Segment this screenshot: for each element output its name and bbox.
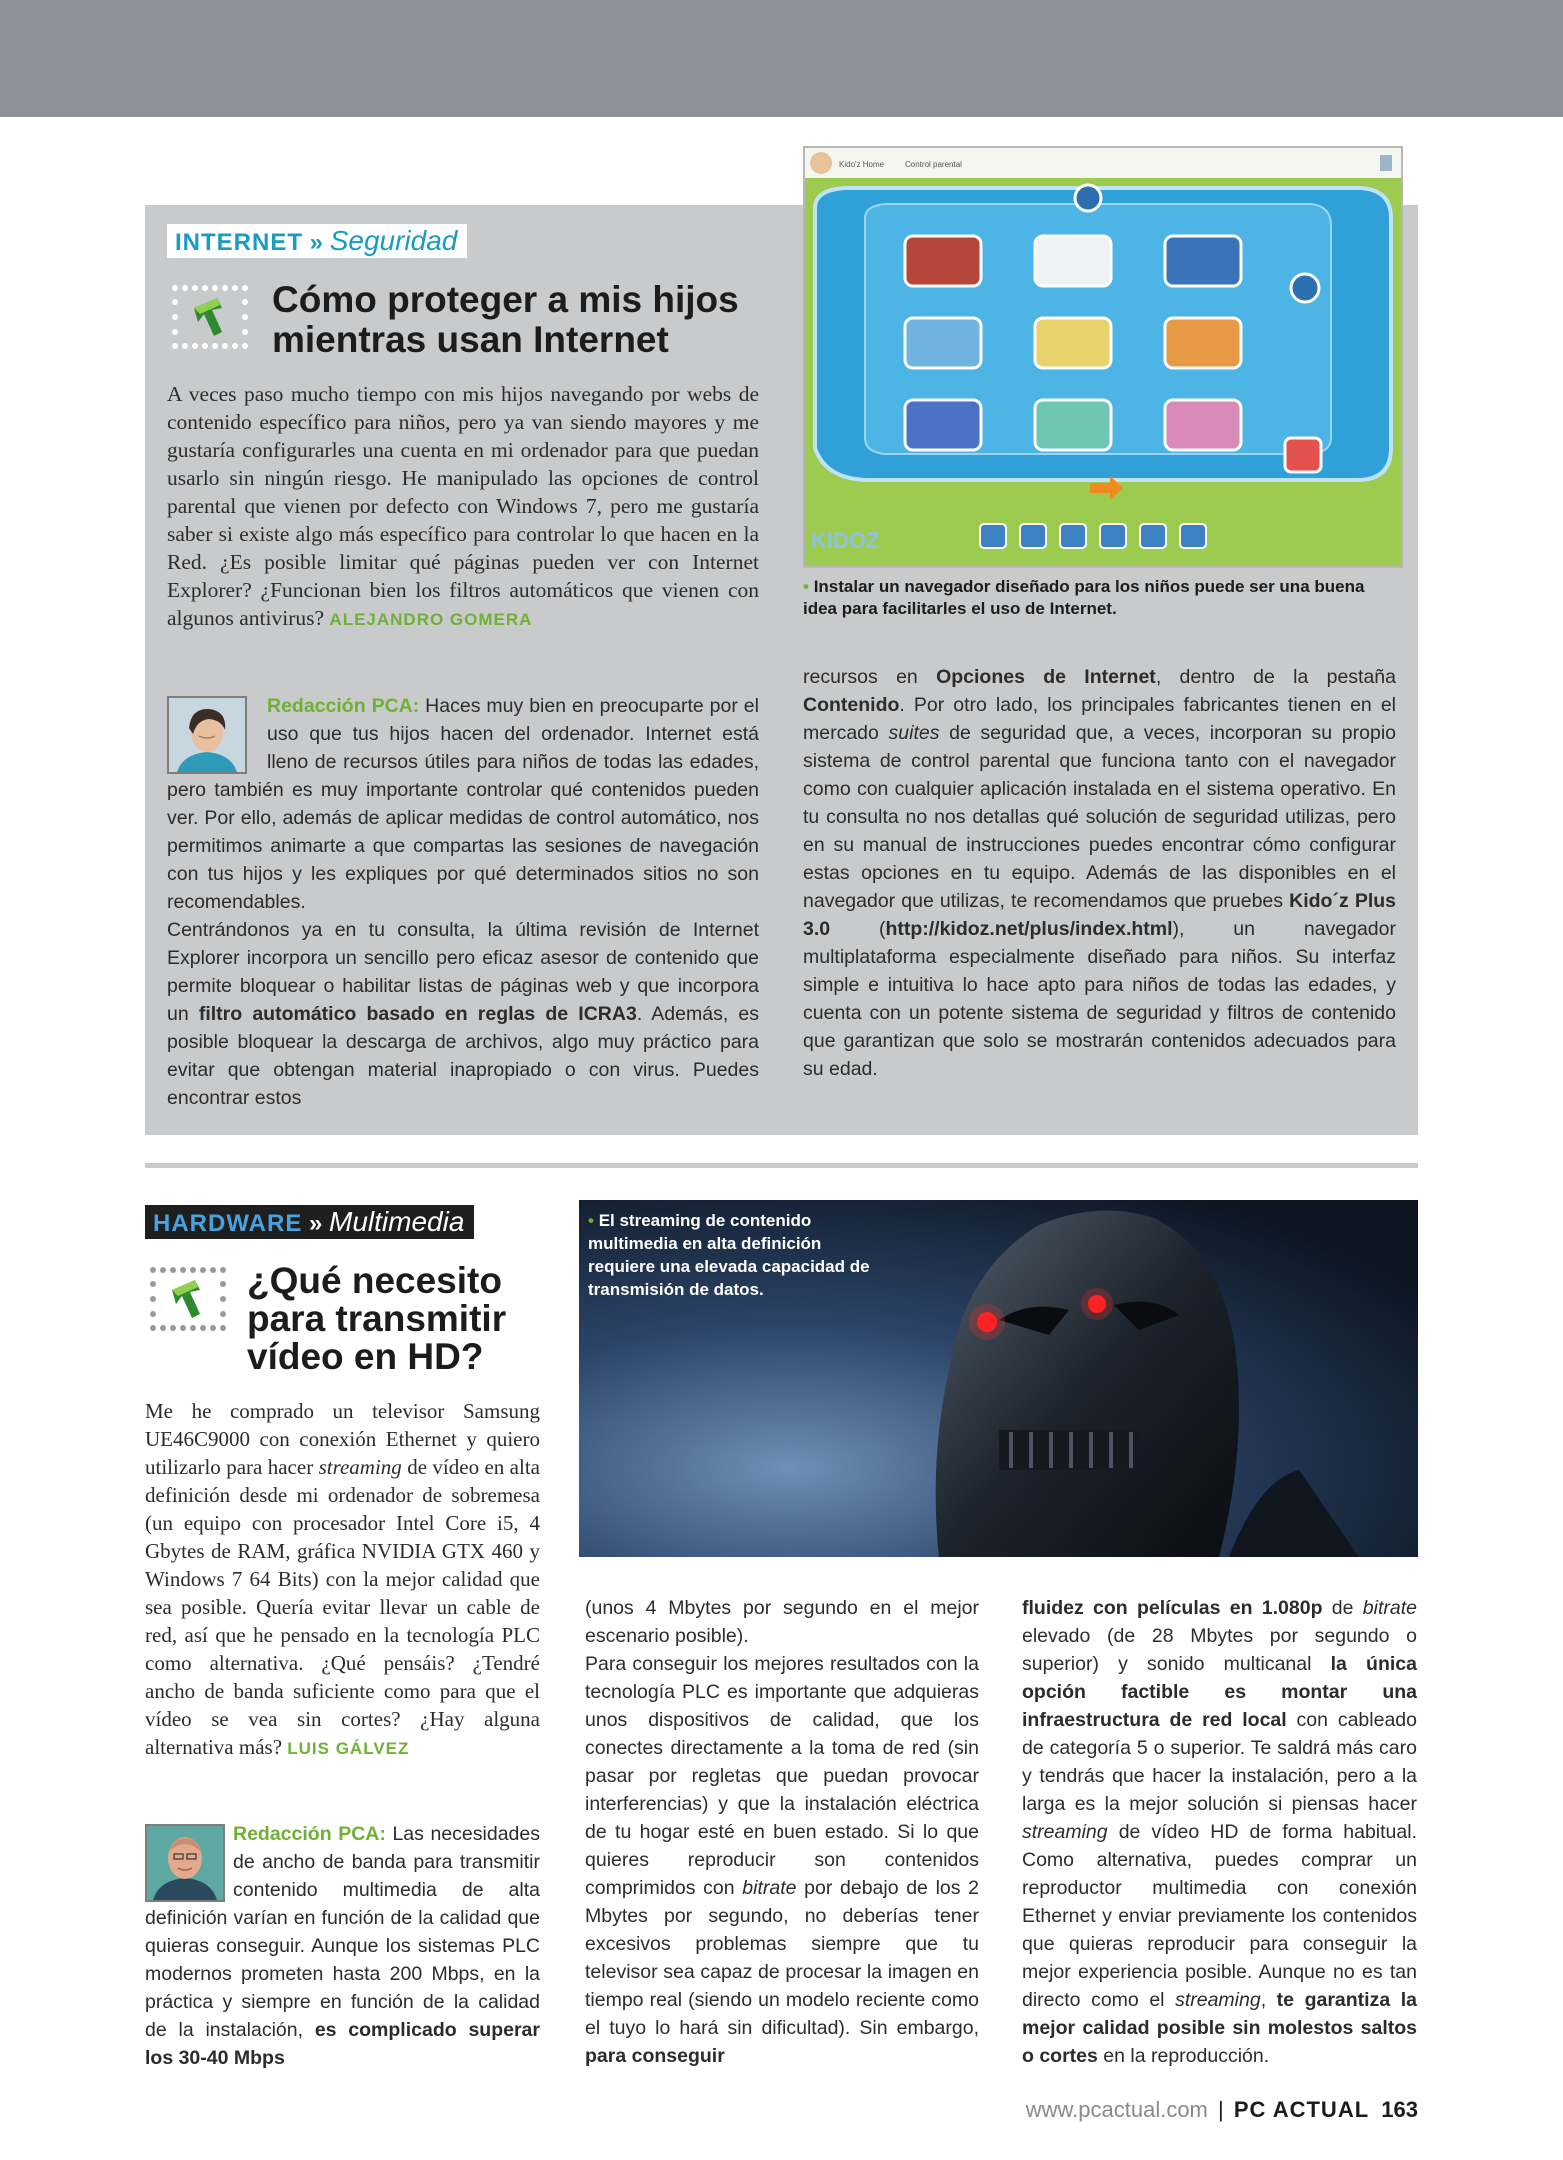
reader-question-hardware: Me he comprado un televisor Samsung UE46C9000 con conexión Ethernet y quiero utilizarlo para hacer streaming de vídeo en alta definición desde mi ordenador de sobremesa (un equipo con procesador Intel Core i5, 4 Gbytes de RAM, gráfica NVIDIA GTX 460 y Windows 7 64 Bits) con la mejor calidad que sea posible. Quería evitar llevar un cable de red, así que he pensado en la tecnología PLC como alternativa. ¿Qué pensáis? ¿Tendré ancho de banda suficiente como para que el vídeo se vea sin cortes? ¿Hay alguna alternativa más? LUIS GÁLVEZ (145, 1399, 540, 1759)
question-author: LUIS GÁLVEZ (287, 1739, 410, 1758)
image-caption-streaming: • El streaming de contenido multimedia en alta definición requiere una elevada capacidad de transmisión de datos. (588, 1211, 870, 1299)
category-section: INTERNET (175, 229, 303, 256)
question-arrow-icon (167, 280, 253, 354)
screenshot-header-home: Kido'z Home (839, 160, 885, 169)
category-subsection: Multimedia (329, 1206, 465, 1237)
answer-label: Redacción PCA: (267, 695, 420, 717)
answer-column-1: Redacción PCA: Haces muy bien en preocuparte por el uso que tus hijos hacen del ordenador. Internet está lleno de recursos útiles para niños de todas las edades, pero también es muy importante controlar qué contenidos pueden ver. Por ello, además de aplicar medidas de control automático, nos permitimos animarte a que compartas las sesiones de navegación con tus hijos y les expliques por qué determinados sitios no son recomendables. Centrándonos ya en tu consulta, la última revisión de Internet Explorer incorpora un sencillo pero eficaz asesor de contenido que permite bloquear o habilitar listas de páginas web y que incorpora un filtro automático basado en reglas de ICRA3. Además, es posible bloquear la descarga de archivos, algo muy práctico para evitar que obtengan material inapropiado o con virus. Puedes encontrar estos (167, 695, 759, 1109)
kidoz-app-thumbnails (905, 236, 1241, 450)
answer-label: Redacción PCA: (233, 1823, 386, 1845)
category-subsection: Seguridad (329, 225, 458, 256)
category-tag-hardware (145, 1205, 474, 1239)
category-separator: » (309, 229, 324, 256)
article-title-hardware: ¿Qué necesito para transmitir vídeo en HD? (247, 1260, 507, 1377)
reader-question-internet (167, 380, 759, 634)
top-bar (0, 0, 1563, 117)
page-footer: www.pcactual.com | PC ACTUAL 163 (1025, 2097, 1418, 2122)
question-author: ALEJANDRO GOMERA (329, 610, 533, 629)
answer-column-2: (unos 4 Mbytes por segundo en el mejor escenario posible). Para conseguir los mejores resultados con la tecnología PLC es importante que adquieras unos dispositivos de calidad, que los conectes directamente a la toma de red (sin pasar por regletas que puedan provocar interferencias) y que la instalación eléctrica de tu hogar esté en buen estado. Si lo que quieres reproducir son contenidos comprimidos con bitrate por debajo de los 2 Mbytes por segundo, no deberías tener excesivos problemas siempre que tu televisor sea capaz de procesar la imagen en tiempo real (siendo un modelo reciente como el tuyo lo hará sin dificultad). Sin embargo, para conseguir (585, 1597, 979, 2067)
kidoz-logo: KIDOZ (811, 528, 880, 553)
answer-column-1: Redacción PCA: Las necesidades de ancho de banda para transmitir contenido multimedia de alta definición varían en función de la calidad que quieras conseguir. Aunque los sistemas PLC modernos prometen hasta 200 Mbps, en la práctica y siempre en función de la calidad de la instalación, es complicado superar los 30-40 Mbps (145, 1823, 540, 2069)
kidoz-screenshot (803, 146, 1403, 568)
answer-column-3: fluidez con películas en 1.080p de bitrate elevado (de 28 Mbytes por segundo o superior) y sonido multicanal la única opción factible es montar una infraestructura de red local con cableado de categoría 5 o superior. Te saldrá más caro y tendrás que hacer la instalación, pero a la larga es la mejor solución si piensas hacer streaming de vídeo HD de forma habitual. Como alternativa, puedes comprar un reproductor multimedia con conexión Ethernet y enviar previamente los contenidos que quieras reproducir para conseguir la mejor experiencia posible. Aunque no es tan directo como el streaming, te garantiza la mejor calidad posible sin molestos saltos o cortes en la reproducción. (1022, 1597, 1417, 2067)
screenshot-header-control: Control parental (905, 160, 962, 169)
category-tag-internet (167, 224, 467, 258)
category-section: HARDWARE (153, 1210, 303, 1237)
article-title-internet: Cómo proteger a mis hijos mientras usan Internet (272, 279, 739, 360)
image-caption-kidoz: • Instalar un navegador diseñado para los niños puede ser una buena idea para facilitarles el uso de Internet. (803, 577, 1365, 618)
footer-brand: PC ACTUAL (1233, 2097, 1370, 2122)
footer-website-link[interactable]: www.pcactual.com (1025, 2097, 1208, 2122)
answer-column-2: recursos en Opciones de Internet, dentro de la pestaña Contenido. Por otro lado, los principales fabricantes tienen en el mercado suites de seguridad que, a veces, incorporan su propio sistema de control parental que funciona tanto con el navegador como con cualquier aplicación instalada en el sistema operativo. En tu consulta no nos detallas qué solución de seguridad utilizas, pero en su manual de instrucciones puedes encontrar cómo configurar estas opciones en tu equipo. Además de las disponibles en el navegador que utilizas, te recomendamos que pruebes Kido´z Plus 3.0 (http://kidoz.net/plus/index.html), un navegador multiplataforma especialmente diseñado para niños. Su interfaz simple e intuitiva lo hace apto para niños de todas las edades, y cuenta con un potente sistema de seguridad y filtros de contenido que garantizan que solo se mostrarán contenidos adecuados para su edad. (803, 666, 1396, 1080)
page-number: 163 (1381, 2097, 1418, 2122)
category-separator: » (309, 1210, 323, 1237)
article-separator (145, 1163, 1418, 1168)
question-arrow-icon (145, 1262, 231, 1336)
question-text: A veces paso mucho tiempo con mis hijos navegando por webs de contenido específico para niños, pero ya van siendo mayores y me gustaría configurarles una cuenta en mi ordenador para que puedan usarlo sin ningún riesgo. He manipulado las opciones de control parental que vienen por defecto con Windows 7, pero me gustaría saber si existe algo más específico para controlar lo que hacen en la Red. ¿Es posible limitar qué páginas pueden ver con Internet Explorer? ¿Funcionan bien los filtros automáticos que vienen con algunos antivirus? (167, 382, 759, 630)
